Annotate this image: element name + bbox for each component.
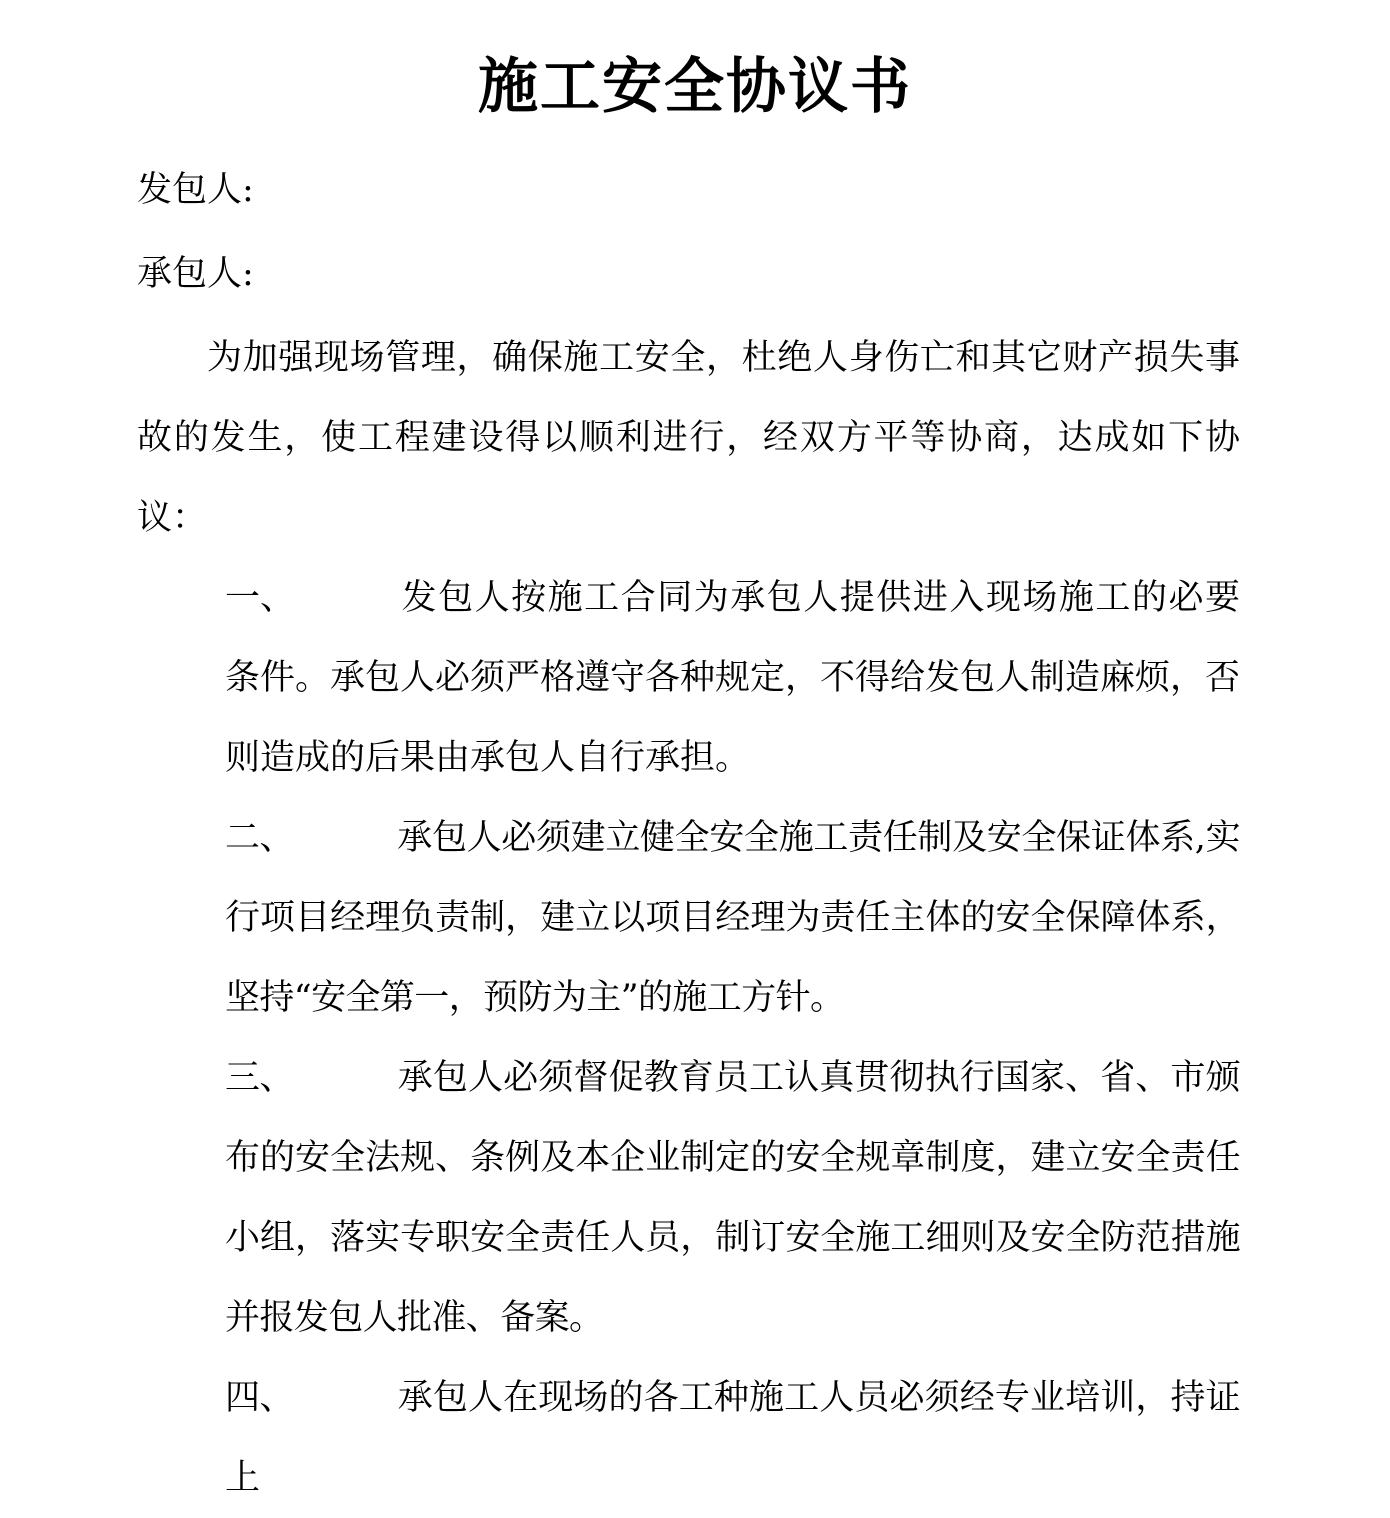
clause-item-4: [0, 1358, 1390, 1518]
clause-marker-1: 一、: [225, 578, 296, 618]
clause-item-1: [0, 558, 1390, 798]
clause-marker-4: 四、: [225, 1378, 294, 1418]
clause-indent-2: [294, 798, 397, 878]
clause-indent-4: [294, 1358, 397, 1438]
clause-indent-3: [294, 1038, 397, 1118]
clause-item-3: [0, 1038, 1390, 1358]
clause-text-4: 承包人在现场的各工种施工人员必须经专业培训，持证上: [225, 1378, 1240, 1498]
clause-marker-2: 二、: [225, 818, 294, 858]
document-body: [0, 150, 1390, 1518]
clause-indent-1: [295, 558, 400, 638]
clause-marker-3: 三、: [225, 1058, 294, 1098]
intro-paragraph: 为加强现场管理，确保施工安全，杜绝人身伤亡和其它财产损失事故的发生，使工程建设得以顺利进行，经双方平等协商，达成如下协议：: [137, 338, 1240, 538]
page-title: 施工安全协议书: [478, 52, 912, 123]
party-employer-label: 发包人:: [137, 170, 254, 210]
clause-item-2: [0, 798, 1390, 1038]
clause-text-1: 发包人按施工合同为承包人提供进入现场施工的必要条件。承包人必须严格遵守各种规定，不得给发包人制造麻烦，否则造成的后果由承包人自行承担。: [225, 578, 1241, 778]
party-contractor-label: 承包人:: [137, 254, 254, 294]
clause-text-3: 承包人必须督促教育员工认真贯彻执行国家、省、市颁布的安全法规、条例及本企业制定的安全规章制度，建立安全责任小组，落实专职安全责任人员，制订安全施工细则及安全防范措施并报发包人批准、备案。: [225, 1058, 1240, 1338]
clause-text-2: 承包人必须建立健全安全施工责任制及安全保证体系,实行项目经理负责制，建立以项目经理为责任主体的安全保障体系，坚持“安全第一，预防为主”的施工方针。: [225, 818, 1240, 1018]
